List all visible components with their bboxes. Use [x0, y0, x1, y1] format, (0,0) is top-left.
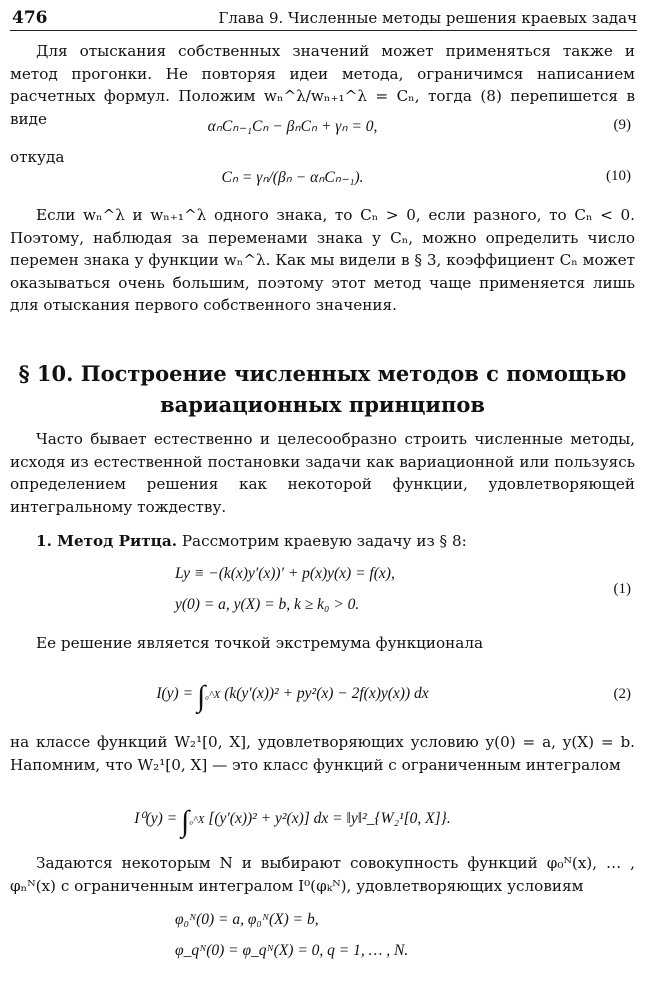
equation-2-rhs: (k(y′(x))² + py²(x) − 2f(x)y(x)) dx — [224, 685, 429, 702]
equation-10 — [10, 168, 635, 192]
equation-2 — [10, 680, 635, 716]
paragraph-prогонка: Для отыскания собственных значений может применяться также и метод прогонки. Не повторяя идеи метода, ограничимся написанием расчетных формул. Положим wₙ^λ/wₙ₊₁^λ = Cₙ, тогда (8) перепишется в виде — [10, 42, 635, 128]
equation-1-line1: Ly ≡ −(k(x)y′(x))′ + p(x)y(x) = f(x), — [175, 565, 395, 582]
equation-10-body: Cₙ = γₙ/(βₙ − αₙCₙ₋₁). — [221, 169, 364, 186]
subsection-text: Рассмотрим краевую задачу из § 8: — [177, 532, 467, 550]
equation-I0 — [10, 805, 635, 841]
paragraph-basis: Задаются некоторым N и выбирают совокупность функций φ₀ᴺ(x), … , φₙᴺ(x) с ограниченным интегралом I⁰(φₖᴺ), удовлетворяющих условиям — [10, 854, 635, 895]
equation-2-lhs: I(y) = — [156, 685, 197, 702]
equation-10-number: (10) — [606, 168, 631, 184]
equation-1-number: (1) — [613, 581, 631, 597]
equation-2-body — [10, 680, 575, 714]
equation-9-number: (9) — [613, 117, 631, 133]
page-number: 476 — [12, 8, 48, 28]
equation-I0-body — [10, 805, 575, 839]
equation-9-body: αₙCₙ₋₁Cₙ − βₙCₙ + γₙ = 0, — [207, 118, 378, 135]
running-title: Глава 9. Численные методы решения краевых задач — [218, 9, 637, 27]
running-header — [10, 6, 637, 31]
equation-conditions-line2: φ_qᴺ(0) = φ_qᴺ(X) = 0, q = 1, … , N. — [175, 942, 409, 959]
integral-sign: ∫ — [181, 805, 190, 838]
equation-2-limits: ₀^X — [205, 689, 221, 701]
section-heading-line2: вариационных принципов — [160, 392, 485, 417]
subsection-title: 1. Метод Ритца. — [36, 532, 178, 550]
equation-I0-limits: ₀^X — [189, 814, 205, 826]
section-heading-line1: § 10. Построение численных методов с помощью — [18, 361, 627, 386]
equation-conditions-line1: φ₀ᴺ(0) = a, φ₀ᴺ(X) = b, — [175, 911, 319, 928]
subsection-ritz — [10, 530, 635, 553]
equation-2-number: (2) — [613, 686, 631, 702]
word-otkuda: откуда — [10, 148, 65, 166]
paragraph-sign-changes: Если wₙ^λ и wₙ₊₁^λ одного знака, то Cₙ > 0, если разного, то Cₙ < 0. Поэтому, наблюдая за переменами знака у Cₙ, можно определить число перемен знака у функции wₙ^λ. Как мы видели в § 3, коэффициент Cₙ может оказываться очень большим, поэтому этот метод чаще применяется лишь для отыскания первого собственного значения. — [10, 206, 635, 314]
integral-sign: ∫ — [196, 680, 206, 713]
paragraph-intro: Часто бывает естественно и целесообразно строить численные методы, исходя из естественной постановки задачи как вариационной или пользуясь определением решения как некоторой функции, удовлетворяющей интегральному тождеству. — [10, 430, 635, 516]
section-heading — [10, 358, 635, 420]
equation-1 — [10, 565, 635, 621]
equation-conditions — [10, 911, 635, 967]
paragraph-class: на классе функций W₂¹[0, X], удовлетворяющих условию y(0) = a, y(X) = b. Напомним, что W₂¹[0, X] — это класс функций с ограниченным интегралом — [10, 733, 635, 774]
equation-I0-rhs: [(y′(x))² + y²(x)] dx = ‖y‖²_{W₂¹[0, X]}. — [208, 810, 451, 827]
equation-1-line2: y(0) = a, y(X) = b, k ≥ k₀ > 0. — [175, 596, 360, 613]
equation-I0-lhs: I⁰(y) = — [134, 810, 182, 827]
equation-9 — [10, 117, 635, 141]
paragraph-extremum: Ее решение является точкой экстремума функционала — [36, 634, 484, 652]
